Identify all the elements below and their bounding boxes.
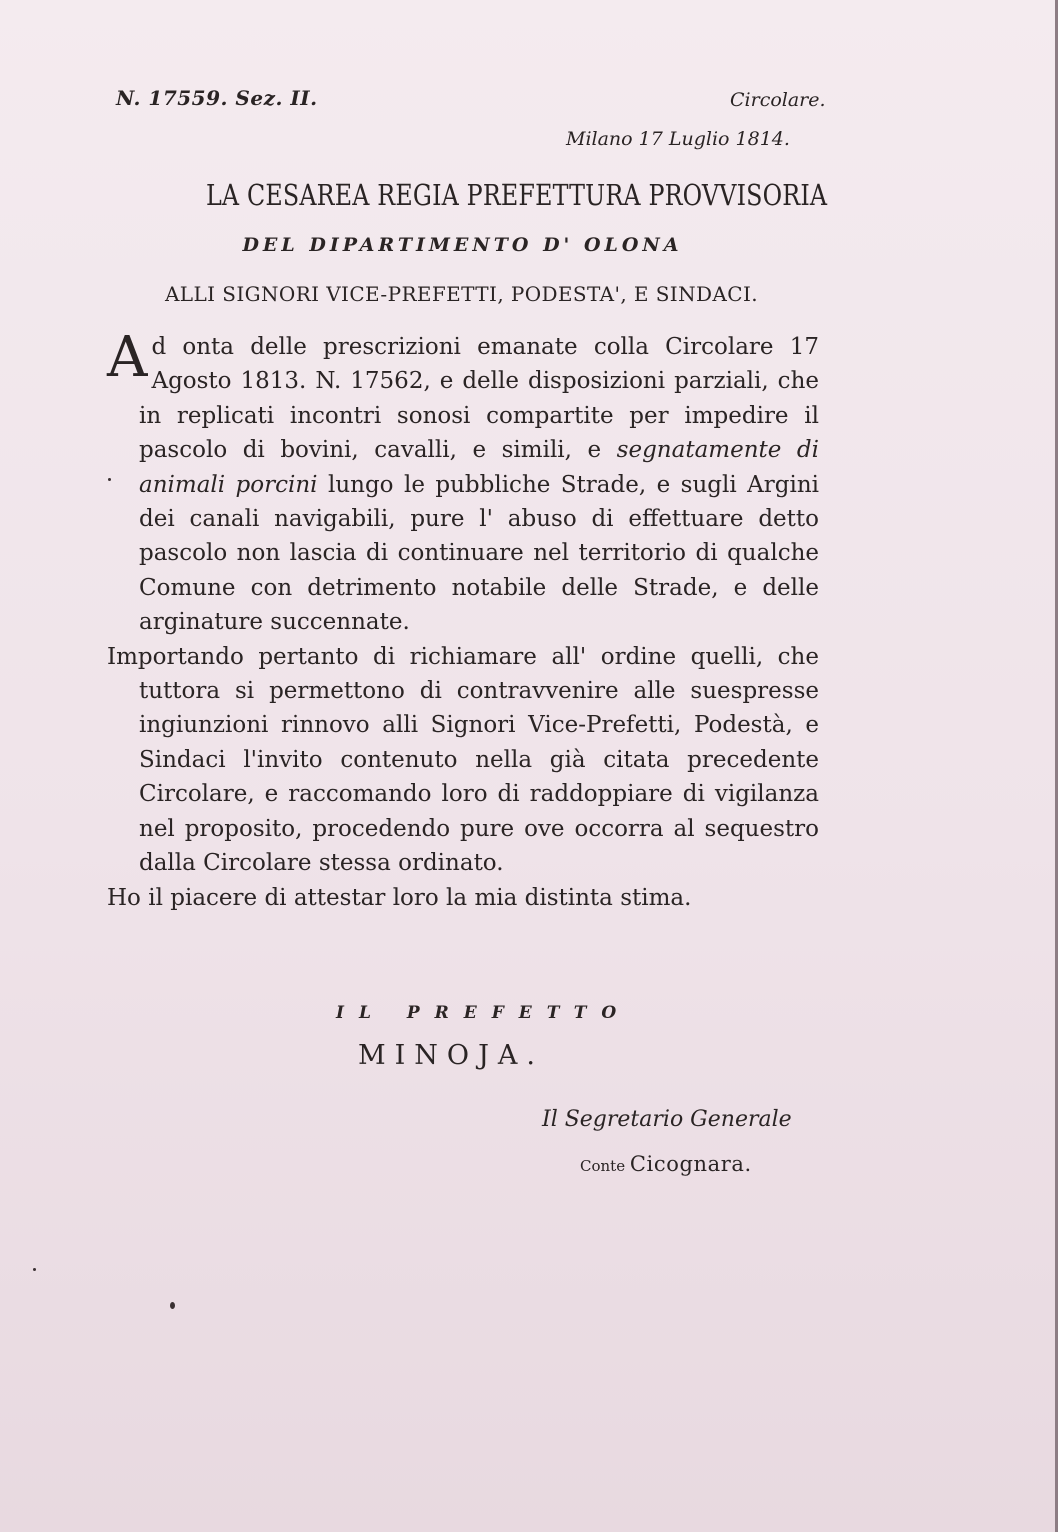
issuer-heading: LA CESAREA REGIA PREFETTURA PROVVISORIA [205, 178, 828, 212]
document-reference: N. 17559. Sez. II. [116, 86, 318, 110]
ink-spot [170, 1302, 175, 1309]
paragraph-1-italic: segnatamente di animali porcini [139, 437, 819, 498]
signatory-title: IL PREFETTO [336, 1003, 632, 1023]
secretary-signature [580, 1152, 752, 1176]
secretary-name: Cicognara. [629, 1152, 752, 1176]
paragraph-2: Importando pertanto di richiamare all' ordine quelli, che tuttora si permettono di contravvenire alle suespresse ingiunzioni rinnovo alli Signori Vice-Prefetti, Podestà, e Sindaci l'invito contenuto nella già citata precedente Circolare, e raccomando loro di raddoppiare di vigilanza nel proposito, procedendo pure ove occorra al sequestro dalla Circolare stessa ordinato. [107, 643, 819, 877]
paragraph-1 [107, 325, 819, 640]
secretary-prefix: Conte [580, 1157, 626, 1175]
place-date: Milano 17 Luglio 1814. [566, 128, 790, 150]
paragraph-3: Ho il piacere di attestar loro la mia distinta stima. [107, 884, 692, 911]
signatory-name: MINOJA. [358, 1040, 544, 1071]
paragraph-1-text-b: lungo le pubbliche Strade, e sugli Argini dei canali navigabili, pure l' abuso di effettuare detto pascolo non lascia di continuare nel territorio di qualche Comune con detrimento notabile delle Strade, e delle arginature succennate. [139, 471, 819, 636]
department-heading: DEL DIPARTIMENTO D' OLONA [242, 234, 683, 256]
addressee-heading: ALLI SIGNORI VICE-PREFETTI, PODESTA', E SINDACI. [164, 282, 759, 306]
ink-spot [108, 478, 111, 481]
drop-cap: A [107, 325, 148, 390]
ink-spot [33, 1268, 36, 1271]
secretary-title: Il Segretario Generale [542, 1107, 792, 1132]
document-type: Circolare. [730, 89, 826, 111]
circular-body [107, 325, 819, 915]
paragraph-1-text-a: d onta delle prescrizioni emanate colla Circolare 17 Agosto 1813. N. 17562, e delle disposizioni parziali, che in replicati incontri sonosi compartite per impedire il pascolo di bovini, cavalli, e simili, e [139, 334, 819, 464]
